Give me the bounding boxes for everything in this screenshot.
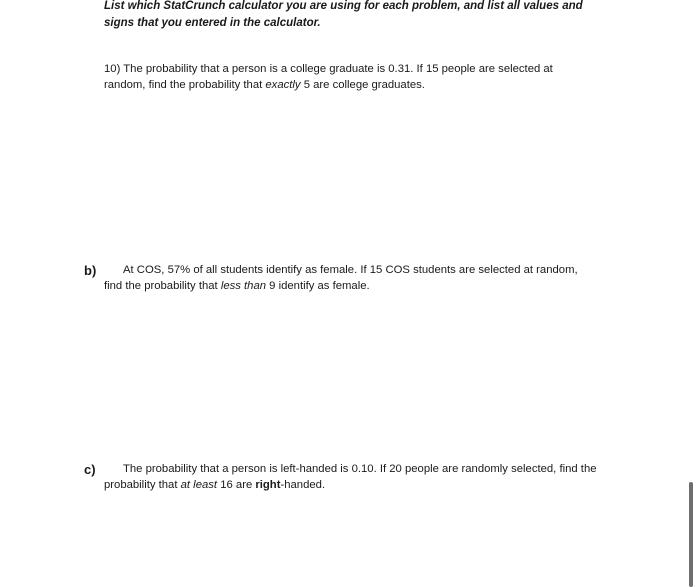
problem-c-bold: right	[255, 479, 281, 491]
vertical-scrollbar[interactable]	[689, 482, 693, 587]
problem-c-text-1: The probability that a person is left-handed is 0.10. If 20 people are randomly selected, find the probability that	[104, 463, 597, 491]
problem-b-marker: b)	[84, 263, 97, 278]
instructions-heading	[104, 0, 604, 32]
problem-b-text-2: 9 identify as female.	[266, 280, 370, 292]
instructions-text: List which StatCrunch calculator you are using for each problem, and list all values and signs that you entered in the calculator.	[104, 0, 583, 29]
problem-10	[104, 61, 584, 93]
problem-c-emphasis: at least	[180, 479, 218, 491]
problem-10-text-1: 10) The probability that a person is a college graduate is 0.31. If 15 people are selected at random, find the probability that	[104, 63, 553, 91]
problem-b	[104, 262, 594, 294]
problem-c-text-2: 16 are	[217, 479, 256, 491]
problem-c-text-3: -handed.	[280, 479, 326, 491]
problem-10-text-2: 5 are college graduates.	[300, 79, 425, 91]
problem-10-emphasis: exactly	[265, 79, 301, 91]
problem-c	[104, 461, 604, 493]
problem-b-text-1: At COS, 57% of all students identify as female. If 15 COS students are selected at random, find the probability that	[104, 264, 578, 292]
problem-c-marker: c)	[84, 462, 96, 477]
problem-b-emphasis: less than	[220, 280, 267, 292]
